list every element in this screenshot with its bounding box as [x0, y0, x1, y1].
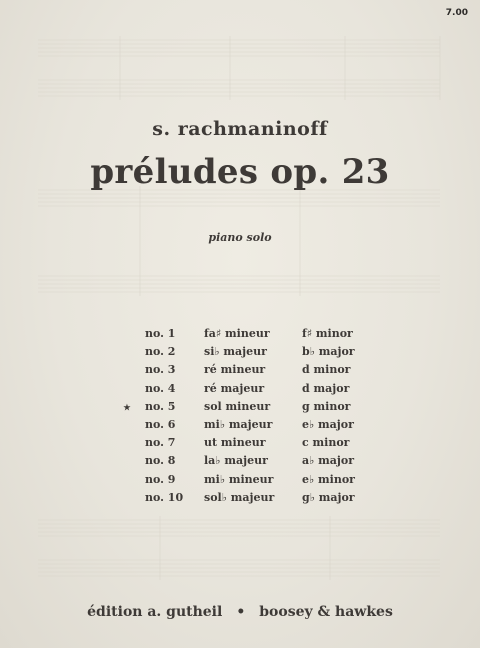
key-french: la♭ majeur — [204, 454, 268, 468]
key-english: d minor — [302, 363, 351, 377]
key-french: sol mineur — [204, 399, 271, 413]
list-item — [123, 398, 366, 416]
key-english: g minor — [302, 399, 351, 413]
key-french: fa♯ mineur — [204, 327, 270, 340]
price-label: 7.00 — [445, 8, 468, 18]
prelude-number: no. 8 — [145, 454, 176, 468]
prelude-number: no. 7 — [145, 436, 176, 450]
key-english: f♯ minor — [302, 327, 353, 340]
publisher-line — [0, 604, 480, 620]
key-english: e♭ minor — [302, 472, 355, 486]
list-item — [136, 434, 366, 452]
list-item — [136, 325, 366, 343]
publisher-gutheil: édition a. gutheil — [87, 604, 223, 620]
bullet-separator: • — [236, 604, 246, 620]
key-english: d major — [302, 381, 350, 395]
list-item — [136, 343, 366, 361]
publisher-boosey-hawkes: boosey & hawkes — [259, 604, 393, 620]
key-french: mi♭ mineur — [204, 472, 274, 486]
instrumentation-subtitle: piano solo — [208, 231, 272, 244]
composer-name: s. rachmaninoff — [152, 118, 328, 140]
key-french: ut mineur — [204, 436, 266, 450]
list-item — [136, 380, 366, 398]
key-english: e♭ major — [302, 417, 354, 431]
prelude-number: no. 3 — [145, 363, 176, 377]
key-english: b♭ major — [302, 345, 355, 359]
prelude-number: no. 4 — [145, 381, 176, 395]
marker-star: ★ — [123, 401, 131, 412]
key-french: ré majeur — [204, 381, 265, 395]
list-item — [136, 471, 366, 489]
key-french: ré mineur — [204, 363, 266, 377]
prelude-list — [123, 325, 366, 507]
key-french: sol♭ majeur — [204, 490, 275, 504]
key-french: mi♭ majeur — [204, 417, 273, 431]
list-item — [136, 361, 366, 379]
list-item — [136, 416, 366, 434]
prelude-number: no. 6 — [145, 417, 176, 431]
prelude-number: no. 2 — [145, 345, 176, 359]
list-item — [136, 489, 366, 507]
key-english: c minor — [302, 436, 350, 450]
prelude-number: no. 1 — [145, 327, 176, 340]
key-english: a♭ major — [302, 454, 355, 468]
prelude-number: no. 5 — [145, 399, 176, 413]
prelude-number: no. 10 — [145, 490, 184, 504]
key-english: g♭ major — [302, 490, 355, 504]
key-french: si♭ majeur — [204, 345, 267, 359]
prelude-number: no. 9 — [145, 472, 176, 486]
list-item — [136, 452, 366, 470]
work-title: préludes op. 23 — [90, 152, 390, 192]
